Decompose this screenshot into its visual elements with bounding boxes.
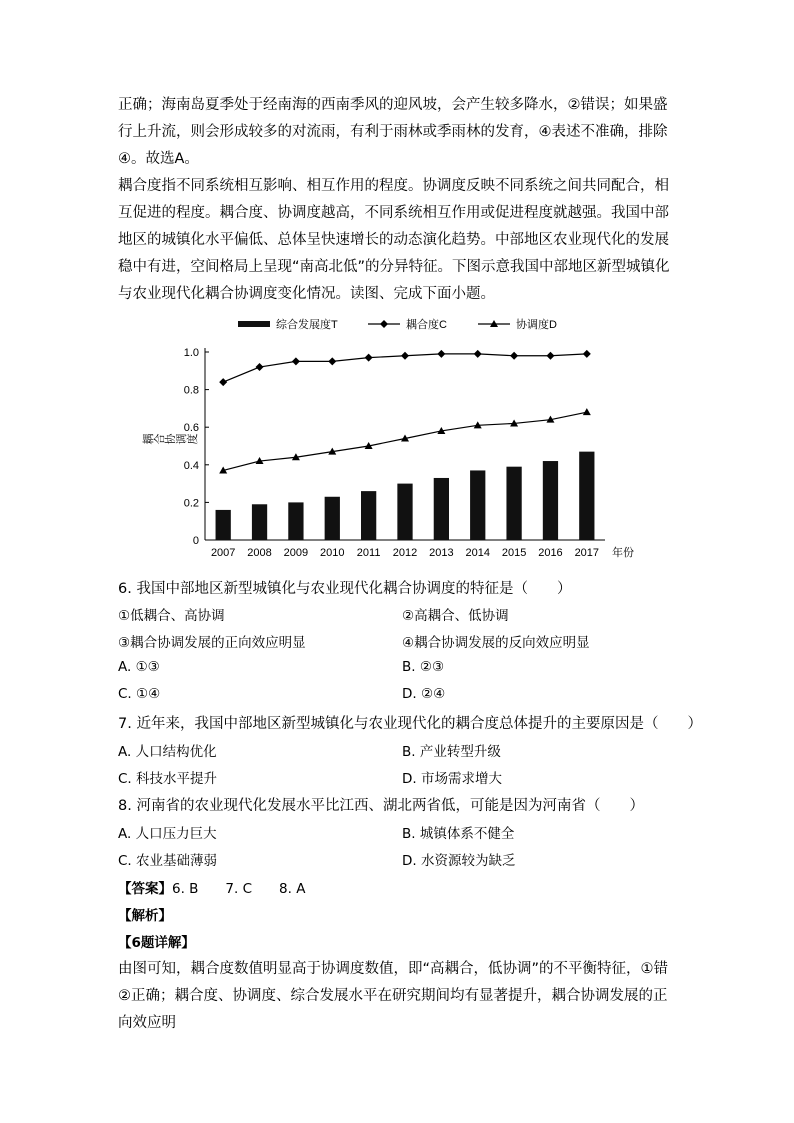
q7-option-d[interactable]: D. 市场需求增大 <box>402 771 502 787</box>
answer-label: 【答案】 <box>118 881 172 897</box>
point-diamond-2011 <box>365 354 373 362</box>
y-tick-label: 0.2 <box>183 497 199 510</box>
bar-2013 <box>434 478 449 540</box>
point-diamond-2017 <box>583 350 591 358</box>
legend-label: 耦合度C <box>406 319 447 331</box>
legend-label: 综合发展度T <box>276 319 338 331</box>
x-tick-label: 2014 <box>465 547 490 559</box>
q7-stem: 7. 近年来，我国中部地区新型城镇化与农业现代化的耦合度总体提升的主要原因是（ ） <box>118 716 702 732</box>
q8-option-d[interactable]: D. 水资源较为缺乏 <box>402 853 516 869</box>
analysis-label: 【解析】 <box>118 908 172 924</box>
q6-option-a[interactable]: A. ①③ <box>118 659 160 675</box>
q6-item-2: ②高耦合、低协调 <box>402 608 509 624</box>
q7-option-c[interactable]: C. 科技水平提升 <box>118 771 218 787</box>
q8-option-c[interactable]: C. 农业基础薄弱 <box>118 853 218 869</box>
x-tick-label: 2013 <box>429 547 454 559</box>
point-triangle-2017 <box>583 408 591 415</box>
x-tick-label: 2017 <box>574 547 600 559</box>
x-tick-label: 2012 <box>392 547 418 559</box>
q8-option-b[interactable]: B. 城镇体系不健全 <box>402 826 515 842</box>
q8-stem: 8. 河南省的农业现代化发展水平比江西、湖北两省低，可能是因为河南省（ ） <box>118 798 644 814</box>
bar-2008 <box>252 504 267 540</box>
bar-2012 <box>397 484 412 540</box>
q6-option-b[interactable]: B. ②③ <box>402 659 445 675</box>
legend-bar-swatch <box>238 321 270 327</box>
x-tick-label: 2007 <box>210 547 236 559</box>
point-diamond-2012 <box>401 352 409 360</box>
legend-diamond-marker <box>380 320 388 328</box>
intro-paragraph-1: 正确；海南岛夏季处于经南海的西南季风的迎风坡，会产生较多降水，②错误；如果盛行上升流，则会形成较多的对流雨，有利于雨林或季雨林的发育，④表述不准确，排除④。故选A。 <box>118 97 668 167</box>
x-tick-label: 2016 <box>538 547 563 559</box>
y-tick-label: 0 <box>192 535 199 547</box>
chart-legend <box>238 317 557 331</box>
bar-2007 <box>216 510 231 540</box>
bar-2014 <box>470 470 485 540</box>
analysis-text: 由图可知，耦合度数值明显高于协调度数值，即“高耦合，低协调”的不平衡特征，①错②正确；耦合度、协调度、综合发展水平在研究期间均有显著提升，耦合协调发展的正向效应明 <box>118 961 669 1031</box>
point-diamond-2014 <box>474 350 482 358</box>
q7-option-b[interactable]: B. 产业转型升级 <box>402 744 501 760</box>
bar-2016 <box>543 461 558 540</box>
q6-item-4: ④耦合协调发展的反向效应明显 <box>402 635 590 651</box>
line-series <box>219 350 591 474</box>
x-tick-label: 2008 <box>247 547 272 559</box>
x-tick-label: 2010 <box>320 547 345 559</box>
legend-label: 协调度D <box>516 319 557 331</box>
bar-series <box>216 452 595 540</box>
point-diamond-2013 <box>437 350 445 358</box>
bar-2009 <box>288 502 303 540</box>
y-tick-label: 1.0 <box>183 347 199 359</box>
y-axis-label: 耦合协调度 <box>142 434 198 446</box>
x-axis-label: 年份 <box>612 547 634 559</box>
point-diamond-2008 <box>256 363 264 371</box>
q6-option-c[interactable]: C. ①④ <box>118 686 161 702</box>
bar-2017 <box>579 452 594 540</box>
y-tick-label: 0.6 <box>183 422 199 435</box>
q6-option-d[interactable]: D. ②④ <box>402 686 446 702</box>
answer-values: 6. B 7. C 8. A <box>172 881 306 897</box>
bar-2010 <box>325 497 340 540</box>
y-tick-label: 0.8 <box>183 384 199 397</box>
q6-item-1: ①低耦合、高协调 <box>118 608 225 624</box>
point-diamond-2015 <box>510 352 518 360</box>
point-diamond-2010 <box>328 357 336 365</box>
coupling-chart <box>142 312 650 570</box>
q6-stem: 6. 我国中部地区新型城镇化与农业现代化耦合协调度的特征是（ ） <box>118 581 572 597</box>
q8-option-a[interactable]: A. 人口压力巨大 <box>118 826 217 842</box>
answer-line <box>118 877 305 897</box>
analysis-sub6-label: 【6题详解】 <box>118 935 195 951</box>
point-diamond-2009 <box>292 357 300 365</box>
point-diamond-2016 <box>546 352 554 360</box>
x-tick-label: 2009 <box>283 547 309 559</box>
y-tick-label: 0.4 <box>183 459 199 472</box>
q6-item-3: ③耦合协调发展的正向效应明显 <box>118 635 306 651</box>
q7-option-a[interactable]: A. 人口结构优化 <box>118 744 217 760</box>
bar-2015 <box>506 467 521 540</box>
bar-2011 <box>361 491 376 540</box>
point-diamond-2007 <box>219 378 227 386</box>
x-tick-label: 2015 <box>501 547 527 559</box>
x-tick-label: 2011 <box>356 547 381 559</box>
intro-paragraph-2: 耦合度指不同系统相互影响、相互作用的程度。协调度反映不同系统之间共同配合，相互促进的程度。耦合度、协调度越高，不同系统相互作用或促进程度就越强。我国中部地区的城镇化水平偏低、总体呈快速增长的动态演化趋势。中部地区农业现代化的发展稳中有进，空间格局上呈现“南高北低”的分异特征。下图示意我国中部地区新型城镇化与农业现代化耦合协调度变化情况。读图、完成下面小题。 <box>118 178 670 302</box>
